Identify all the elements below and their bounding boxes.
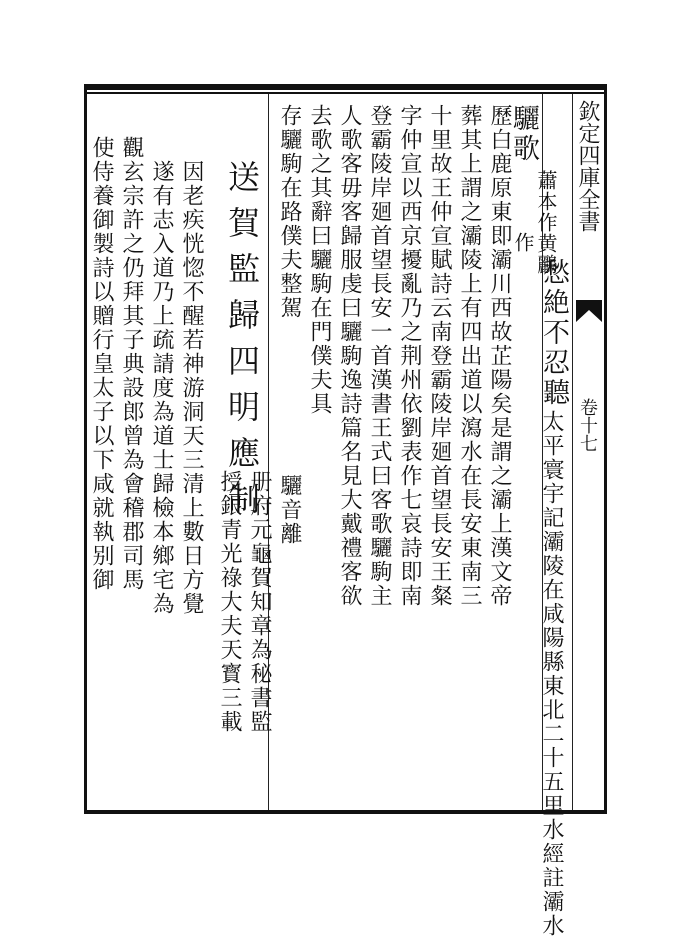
fish-tail-icon [576,300,602,322]
annotation-line: 使侍養御製詩以贈行皇太子以下咸就執别御 [89,136,114,592]
annotation-line: 十里故王仲宣賦詩云南登霸陵岸廻首望長安王粲 [427,104,452,608]
annotation-line: 去歌之其辭曰驪駒在門僕夫具 [307,104,332,416]
volume-label: 卷十七 [577,398,598,452]
poem-heading: 送賀監歸四明應制 [223,160,261,528]
annotation-line: 遂有志入道乃上疏請度為道士歸檢本鄉宅為 [149,160,174,616]
margin-header-title: 欽定四庫全書 [575,100,600,232]
right-border [604,84,607,814]
annotation-line: 太平寰宇記灞陵在咸陽縣東北二十五里水經註灞水 [539,410,564,938]
bottom-border [84,810,606,814]
verse-line: 愁絶不忍聽 [538,258,569,408]
annotation-line: 字仲宣以西京擾亂乃之荆州依劉表作七哀詩即南 [397,104,422,608]
poem-title: 驪歌 [508,104,539,164]
top-border [84,84,606,90]
annotation-line: 葬其上謂之灞陵上有四出道以瀉水在長安東南三 [457,104,482,608]
annotation-line: 册府元龜賀知章為秘書監 [247,470,272,734]
annotation-line: 驪音離 [277,474,302,546]
annotation-line: 存驪駒在路僕夫整駕 [277,104,302,320]
annotation-line: 觀玄宗許之仍拜其子典設郎曾為會稽郡司馬 [119,136,144,592]
left-border [84,84,87,814]
annotation-line: 歷白鹿原東即灞川西故芷陽矣是謂之灞上漢文帝 [487,104,512,608]
author-note: 蕭本作黄鸝 [534,170,558,275]
annotation-line: 人歌客毋客歸服虔曰驪駒逸詩篇名見大戴禮客欲 [337,104,362,608]
annotation-line: 登霸陵岸廻首望長安一首漢書王式曰客歌驪駒主 [367,104,392,608]
top-border-inner [84,92,606,94]
note-lead: 作 [511,232,535,253]
annotation-line: 因老疾恍惚不醒若神游洞天三清上數日方覺 [179,160,204,616]
annotation-line: 授銀青光祿大夫天寳三載 [217,470,242,734]
